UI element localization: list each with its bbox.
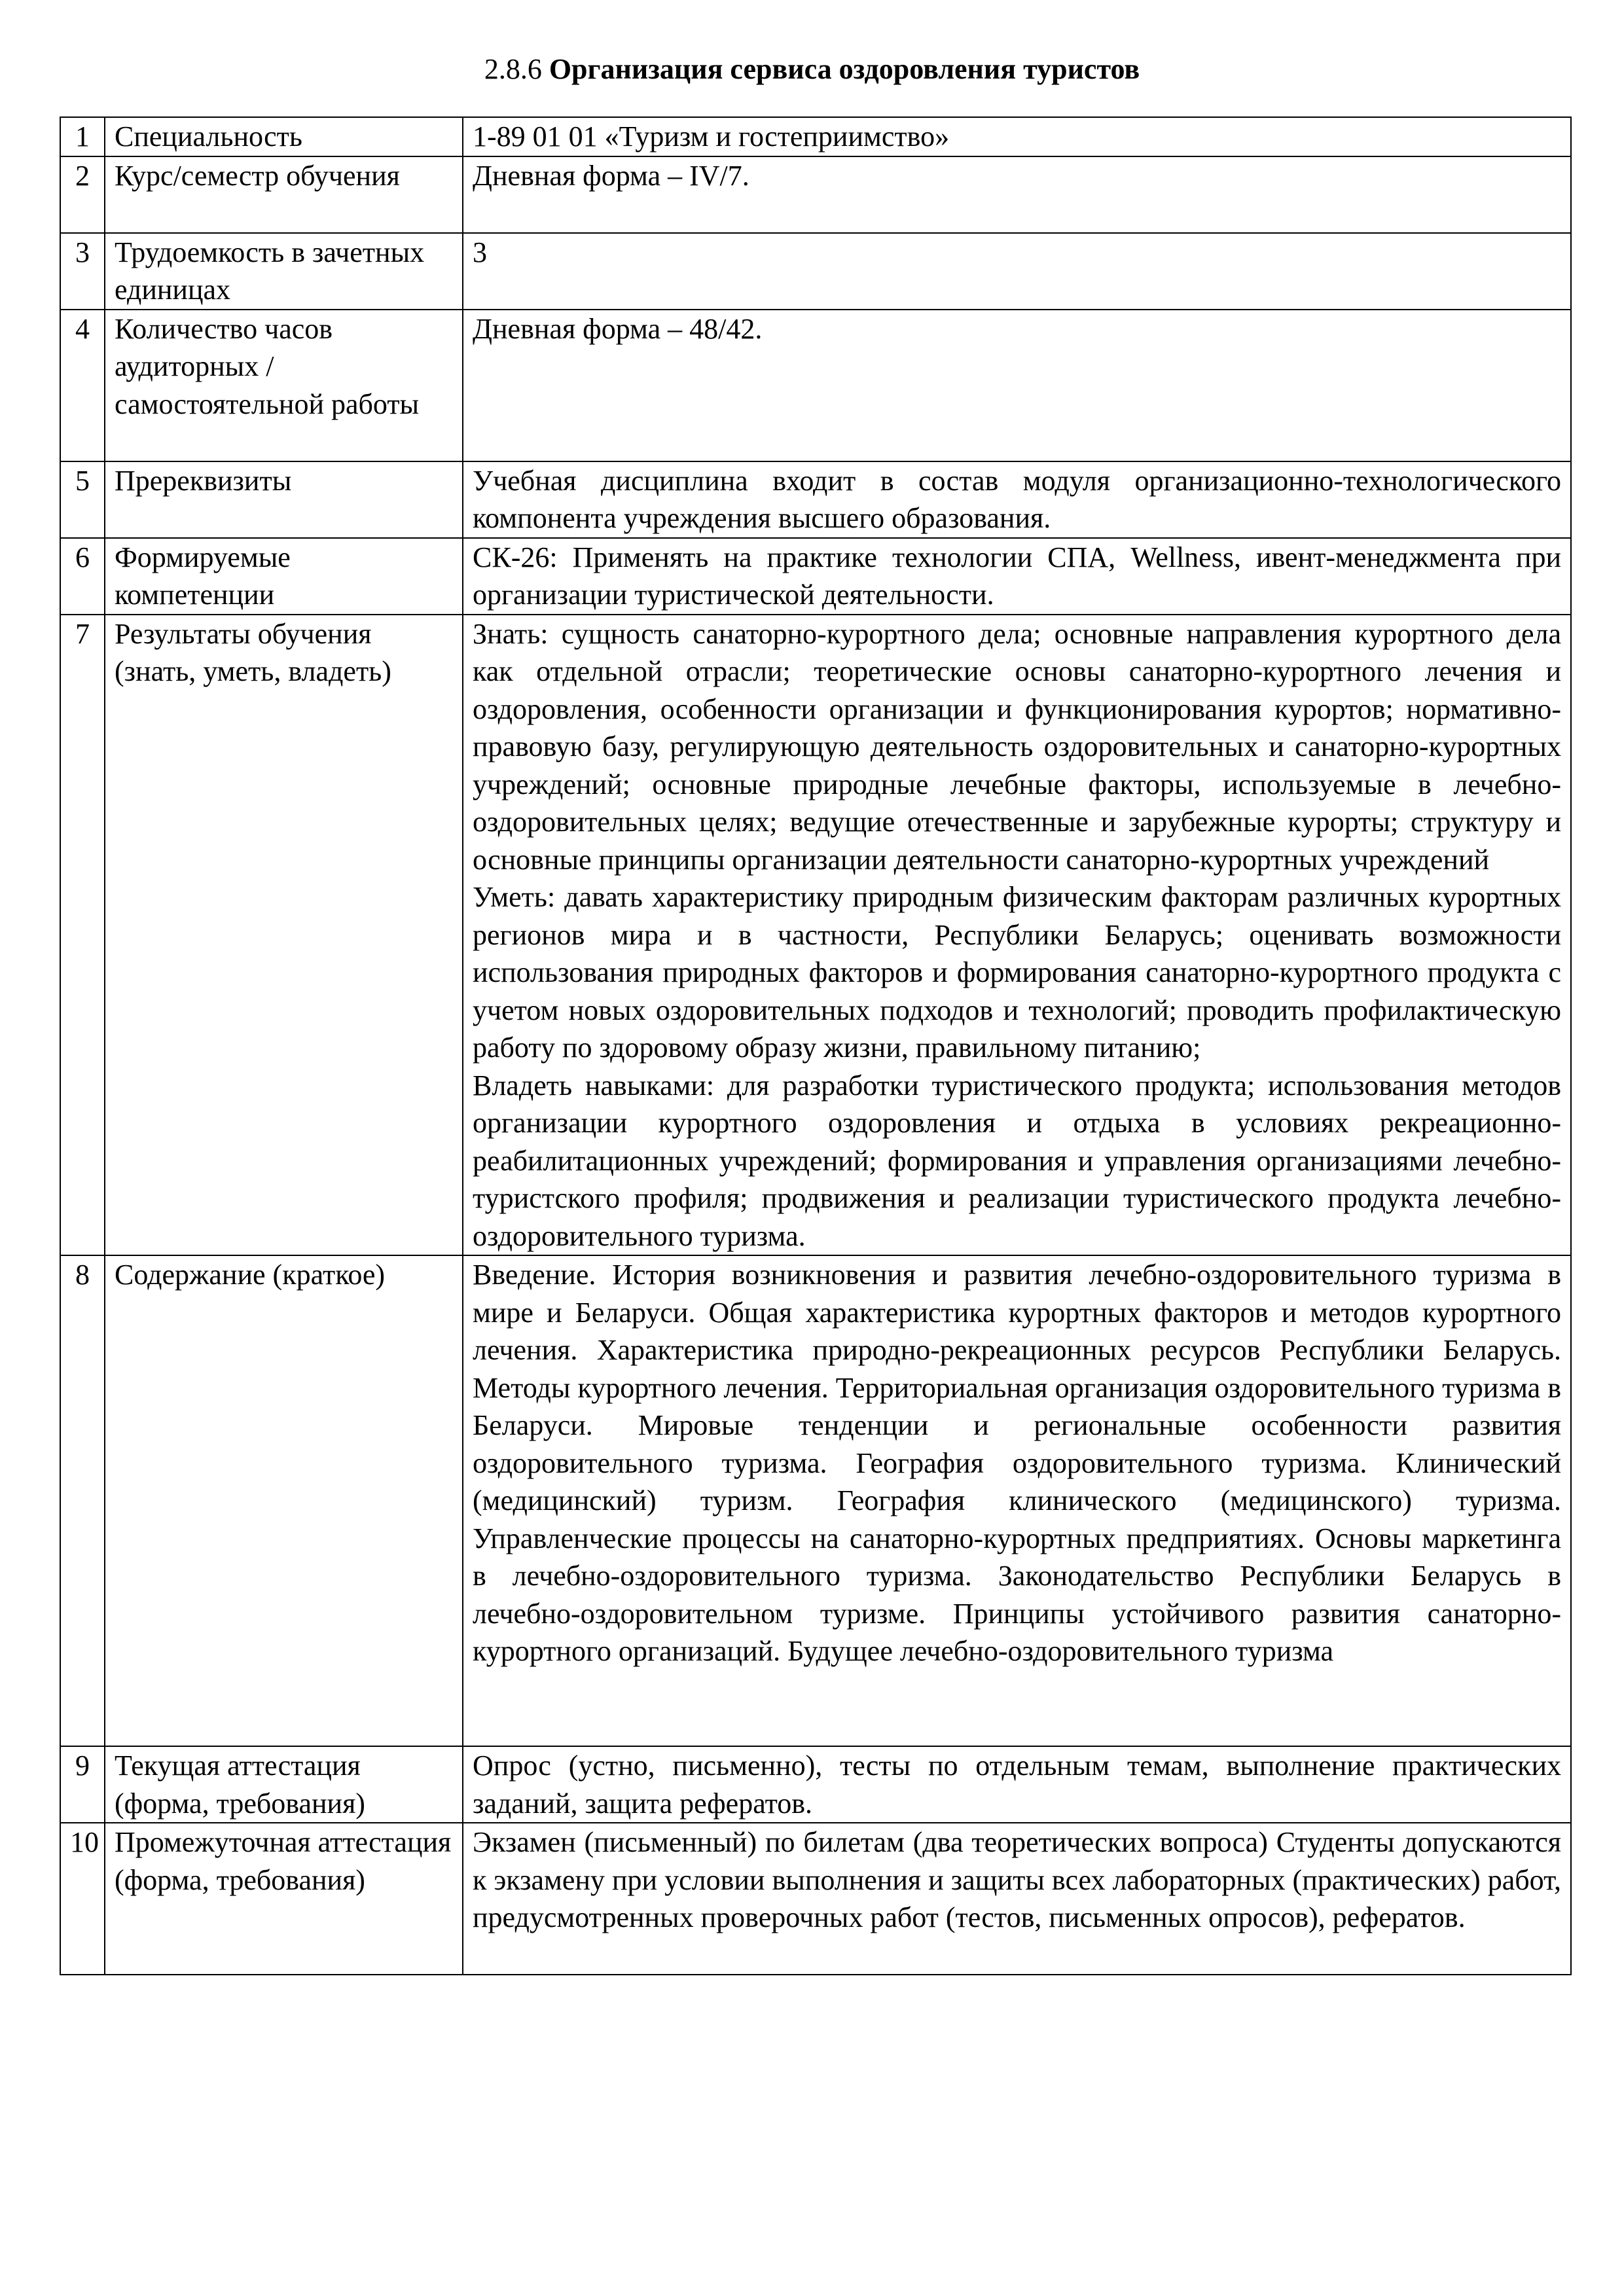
row-number: 6 xyxy=(60,538,105,615)
row-value xyxy=(463,233,1571,310)
row-number: 10 xyxy=(60,1823,105,1975)
value-paragraph: 3 xyxy=(473,236,487,268)
row-label: Текущая аттестация (форма, требования) xyxy=(105,1746,463,1823)
proficiency-paragraph: Владеть навыками: для разработки туристического продукта; использования методов организации курортного оздоровления и отдыха в условиях рекреационно-реабилитационных учреждений; формирования и управления организациями лечебно-туристского профиля; продвижения и реализации туристического продукта лечебно-оздоровительного туризма. xyxy=(473,1069,1561,1252)
row-label: Формируемые компетенции xyxy=(105,538,463,615)
section-number: 2.8.6 xyxy=(484,53,542,85)
row-label: Количество часов аудиторных / самостоятельной работы xyxy=(105,310,463,461)
row-label: Содержание (краткое) xyxy=(105,1255,463,1746)
row-number: 2 xyxy=(60,156,105,233)
row-value xyxy=(463,1255,1571,1746)
value-paragraph: Экзамен (письменный) по билетам (два теоретических вопроса) Студенты допускаются к экзамену при условии выполнения и защиты всех лабораторных (практических) работ, предусмотренных проверочных работ (тестов, письменных опросов), рефератов. xyxy=(473,1826,1561,1933)
table-row xyxy=(60,156,1571,233)
skills-paragraph: Уметь: давать характеристику природным физическим факторам различных курортных регионов мира и в частности, Республики Беларусь; оценивать возможности использования природных факторов и формирования санаторно-курортного продукта с учетом новых оздоровительных подходов и технологий; проводить профилактическую работу по здоровому образу жизни, правильному питанию; xyxy=(473,881,1561,1064)
row-number: 8 xyxy=(60,1255,105,1746)
row-number: 5 xyxy=(60,461,105,538)
value-paragraph: СК-26: Применять на практике технологии СПА, Wellness, ивент-менеджмента при организации туристической деятельности. xyxy=(473,541,1561,611)
value-paragraph: Опрос (устно, письменно), тесты по отдельным темам, выполнение практических заданий, защита рефератов. xyxy=(473,1749,1561,1820)
value-paragraph: Введение. История возникновения и развития лечебно-оздоровительного туризма в мире и Беларуси. Общая характеристика курортных факторов и методов курортного лечения. Характеристика природно-рекреационных ресурсов Республики Беларусь. Методы курортного лечения. Территориальная организация оздоровительного туризма в Беларуси. Мировые тенденции и региональные особенности развития оздоровительного туризма. География оздоровительного туризма. Клинический (медицинский) туризм. География клинического (медицинского) туризма. Управленческие процессы на санаторно-курортных предприятиях. Основы маркетинга в лечебно-оздоровительного туризма. Законодательство Республики Беларусь в лечебно-оздоровительном туризме. Принципы устойчивого развития санаторно-курортного организаций. Будущее лечебно-оздоровительного туризма xyxy=(473,1259,1561,1667)
value-paragraph: Дневная форма – IV/7. xyxy=(473,159,749,192)
document-title xyxy=(0,51,1624,88)
table-row xyxy=(60,1746,1571,1823)
know-paragraph: Знать: сущность санаторно-курортного дела; основные направления курортного дела как отдельной отрасли; теоретические основы санаторно-курортного лечения и оздоровления, особенности организации и функционирования курортов; нормативно-правовую базу, регулирующую деятельность оздоровительных и санаторно-курортных учреждений; основные природные лечебные факторы, используемые в лечебно-оздоровительных целях; ведущие отечественные и зарубежные курорты; структуру и основные принципы организации деятельности санаторно-курортных учреждений xyxy=(473,617,1561,876)
row-label: Курс/семестр обучения xyxy=(105,156,463,233)
row-value xyxy=(463,615,1571,1256)
row-label: Пререквизиты xyxy=(105,461,463,538)
table-row xyxy=(60,233,1571,310)
row-label: Результаты обучения (знать, уметь, владеть) xyxy=(105,615,463,1256)
table-row xyxy=(60,117,1571,156)
value-paragraph: Дневная форма – 48/42. xyxy=(473,312,763,345)
row-label: Специальность xyxy=(105,117,463,156)
row-number: 7 xyxy=(60,615,105,1256)
course-description-table xyxy=(60,117,1572,1975)
row-label: Промежуточная аттестация (форма, требования) xyxy=(105,1823,463,1975)
table-row xyxy=(60,461,1571,538)
row-value xyxy=(463,461,1571,538)
table-row xyxy=(60,1823,1571,1975)
section-title: Организация сервиса оздоровления туристов xyxy=(549,53,1140,85)
row-value xyxy=(463,310,1571,461)
row-value xyxy=(463,1823,1571,1975)
table-row xyxy=(60,310,1571,461)
row-number: 4 xyxy=(60,310,105,461)
value-paragraph: 1-89 01 01 «Туризм и гостеприимство» xyxy=(473,120,950,152)
row-value xyxy=(463,156,1571,233)
row-value xyxy=(463,538,1571,615)
row-number: 9 xyxy=(60,1746,105,1823)
table-row xyxy=(60,1255,1571,1746)
table-row xyxy=(60,615,1571,1256)
row-label: Трудоемкость в зачетных единицах xyxy=(105,233,463,310)
value-paragraph: Учебная дисциплина входит в состав модуля организационно-технологического компонента учреждения высшего образования. xyxy=(473,464,1561,534)
row-value xyxy=(463,117,1571,156)
row-number: 3 xyxy=(60,233,105,310)
row-value xyxy=(463,1746,1571,1823)
table-row xyxy=(60,538,1571,615)
row-number: 1 xyxy=(60,117,105,156)
